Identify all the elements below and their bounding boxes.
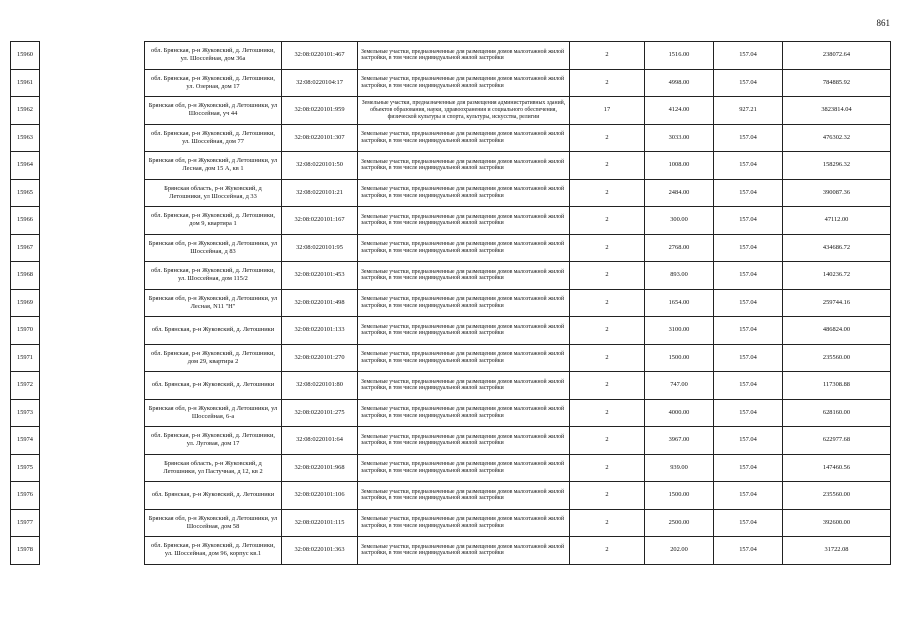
- spacer-cell: [40, 152, 145, 180]
- cadastral-number-cell: 32:08:0220101:453: [282, 262, 358, 290]
- table-row: [11, 537, 891, 565]
- land-use-cell: Земельные участки, предназначенные для размещения домов малоэтажной жилой застройки, в том числе индивидуальной жилой застройки: [358, 207, 570, 235]
- use-group-cell: 2: [570, 289, 645, 317]
- specific-value-cell: 157.04: [714, 124, 783, 152]
- specific-value-cell: 157.04: [714, 427, 783, 455]
- area-cell: 4124.00: [645, 97, 714, 125]
- cadastral-value-cell: 147460.56: [783, 454, 891, 482]
- area-cell: 300.00: [645, 207, 714, 235]
- specific-value-cell: 157.04: [714, 344, 783, 372]
- cadastral-value-cell: 622977.68: [783, 427, 891, 455]
- spacer-cell: [40, 234, 145, 262]
- cadastral-number-cell: 32:08:0220101:64: [282, 427, 358, 455]
- use-group-cell: 2: [570, 152, 645, 180]
- area-cell: 2768.00: [645, 234, 714, 262]
- table-row: [11, 509, 891, 537]
- cadastral-number-cell: 32:08:0220101:21: [282, 179, 358, 207]
- address-cell: Брянская область, р-н Жуковский, д Летошники, ул Пастучная, д 12, кв 2: [145, 454, 282, 482]
- table-row: [11, 179, 891, 207]
- land-use-cell: Земельные участки, предназначенные для размещения административных зданий, объектов образования, науки, здравоохранения и социального обеспечения, физической культуры и спорта, культуры, искусства, религии: [358, 97, 570, 125]
- record-number-cell: 15961: [11, 69, 40, 97]
- specific-value-cell: 157.04: [714, 262, 783, 290]
- cadastral-number-cell: 32:08:0220101:968: [282, 454, 358, 482]
- use-group-cell: 2: [570, 207, 645, 235]
- specific-value-cell: 157.04: [714, 69, 783, 97]
- cadastral-number-cell: 32:08:0220101:80: [282, 372, 358, 400]
- cadastral-value-cell: 117308.88: [783, 372, 891, 400]
- cadastral-number-cell: 32:08:0220101:106: [282, 482, 358, 510]
- table-row: [11, 97, 891, 125]
- specific-value-cell: 157.04: [714, 509, 783, 537]
- cadastral-value-cell: 476302.32: [783, 124, 891, 152]
- land-use-cell: Земельные участки, предназначенные для размещения домов малоэтажной жилой застройки, в том числе индивидуальной жилой застройки: [358, 344, 570, 372]
- table-row: [11, 454, 891, 482]
- use-group-cell: 2: [570, 344, 645, 372]
- use-group-cell: 2: [570, 69, 645, 97]
- record-number-cell: 15970: [11, 317, 40, 345]
- specific-value-cell: 157.04: [714, 179, 783, 207]
- cadastral-number-cell: 32:08:0220101:959: [282, 97, 358, 125]
- area-cell: 4000.00: [645, 399, 714, 427]
- table-body: [11, 42, 891, 565]
- spacer-cell: [40, 179, 145, 207]
- record-number-cell: 15960: [11, 42, 40, 70]
- use-group-cell: 2: [570, 482, 645, 510]
- area-cell: 2484.00: [645, 179, 714, 207]
- record-number-cell: 15967: [11, 234, 40, 262]
- spacer-cell: [40, 42, 145, 70]
- cadastral-value-cell: 47112.00: [783, 207, 891, 235]
- record-number-cell: 15972: [11, 372, 40, 400]
- specific-value-cell: 157.04: [714, 317, 783, 345]
- table-row: [11, 42, 891, 70]
- spacer-cell: [40, 69, 145, 97]
- area-cell: 1654.00: [645, 289, 714, 317]
- address-cell: Брянская обл, р-н Жуковский, д Летошники, ул Шоссейная, дом 58: [145, 509, 282, 537]
- cadastral-number-cell: 32:08:0220101:167: [282, 207, 358, 235]
- spacer-cell: [40, 427, 145, 455]
- land-use-cell: Земельные участки, предназначенные для размещения домов малоэтажной жилой застройки, в том числе индивидуальной жилой застройки: [358, 152, 570, 180]
- land-use-cell: Земельные участки, предназначенные для размещения домов малоэтажной жилой застройки, в том числе индивидуальной жилой застройки: [358, 537, 570, 565]
- record-number-cell: 15976: [11, 482, 40, 510]
- cadastral-value-cell: 392600.00: [783, 509, 891, 537]
- spacer-cell: [40, 97, 145, 125]
- cadastral-number-cell: 32:08:0220101:133: [282, 317, 358, 345]
- land-use-cell: Земельные участки, предназначенные для размещения домов малоэтажной жилой застройки, в том числе индивидуальной жилой застройки: [358, 42, 570, 70]
- use-group-cell: 2: [570, 234, 645, 262]
- specific-value-cell: 157.04: [714, 537, 783, 565]
- cadastral-number-cell: 32:08:0220104:17: [282, 69, 358, 97]
- address-cell: обл. Брянская, р-н Жуковский, д. Летошники, ул. Шоссейная, дом 36а: [145, 42, 282, 70]
- address-cell: обл. Брянская, р-н Жуковский, д. Летошники, ул. Шоссейная, дом 96, корпус кв.1: [145, 537, 282, 565]
- land-use-cell: Земельные участки, предназначенные для размещения домов малоэтажной жилой застройки, в том числе индивидуальной жилой застройки: [358, 262, 570, 290]
- address-cell: обл. Брянская, р-н Жуковский, д. Летошники: [145, 372, 282, 400]
- land-use-cell: Земельные участки, предназначенные для размещения домов малоэтажной жилой застройки, в том числе индивидуальной жилой застройки: [358, 482, 570, 510]
- land-use-cell: Земельные участки, предназначенные для размещения домов малоэтажной жилой застройки, в том числе индивидуальной жилой застройки: [358, 234, 570, 262]
- address-cell: обл. Брянская, р-н Жуковский, д. Летошники, ул. Озерная, дом 17: [145, 69, 282, 97]
- spacer-cell: [40, 399, 145, 427]
- address-cell: Брянская обл, р-н Жуковский, д Летошники, ул Шоссейная, 6-а: [145, 399, 282, 427]
- area-cell: 1008.00: [645, 152, 714, 180]
- address-cell: Брянская обл, р-н Жуковский, д Летошники, ул Лесная, дом 15 А, кв 1: [145, 152, 282, 180]
- area-cell: 3967.00: [645, 427, 714, 455]
- specific-value-cell: 157.04: [714, 234, 783, 262]
- cadastral-value-cell: 434686.72: [783, 234, 891, 262]
- cadastral-number-cell: 32:08:0220101:95: [282, 234, 358, 262]
- address-cell: Брянская область, р-н Жуковский, д Летошники, ул Шоссейная, д 33: [145, 179, 282, 207]
- use-group-cell: 2: [570, 454, 645, 482]
- area-cell: 939.00: [645, 454, 714, 482]
- cadastral-value-cell: 628160.00: [783, 399, 891, 427]
- table-row: [11, 372, 891, 400]
- table-row: [11, 234, 891, 262]
- area-cell: 3100.00: [645, 317, 714, 345]
- land-use-cell: Земельные участки, предназначенные для размещения домов малоэтажной жилой застройки, в том числе индивидуальной жилой застройки: [358, 317, 570, 345]
- table-row: [11, 482, 891, 510]
- cadastral-value-cell: 390087.36: [783, 179, 891, 207]
- cadastral-value-cell: 486824.00: [783, 317, 891, 345]
- cadastral-value-cell: 31722.08: [783, 537, 891, 565]
- use-group-cell: 2: [570, 42, 645, 70]
- spacer-cell: [40, 509, 145, 537]
- use-group-cell: 17: [570, 97, 645, 125]
- table-row: [11, 399, 891, 427]
- spacer-cell: [40, 372, 145, 400]
- cadastral-value-cell: 235560.00: [783, 482, 891, 510]
- area-cell: 2500.00: [645, 509, 714, 537]
- address-cell: обл. Брянская, р-н Жуковский, д. Летошники, ул. Шоссейная, дом 77: [145, 124, 282, 152]
- use-group-cell: 2: [570, 179, 645, 207]
- spacer-cell: [40, 124, 145, 152]
- address-cell: обл. Брянская, р-н Жуковский, д. Летошники: [145, 482, 282, 510]
- specific-value-cell: 927.21: [714, 97, 783, 125]
- cadastral-value-cell: 140236.72: [783, 262, 891, 290]
- spacer-cell: [40, 207, 145, 235]
- spacer-cell: [40, 482, 145, 510]
- area-cell: 1500.00: [645, 344, 714, 372]
- record-number-cell: 15977: [11, 509, 40, 537]
- area-cell: 4998.00: [645, 69, 714, 97]
- cadastral-number-cell: 32:08:0220101:275: [282, 399, 358, 427]
- record-number-cell: 15975: [11, 454, 40, 482]
- address-cell: обл. Брянская, р-н Жуковский, д. Летошники, ул. Шоссейная, дом 115/2: [145, 262, 282, 290]
- cadastral-number-cell: 32:08:0220101:307: [282, 124, 358, 152]
- land-use-cell: Земельные участки, предназначенные для размещения домов малоэтажной жилой застройки, в том числе индивидуальной жилой застройки: [358, 399, 570, 427]
- cadastral-value-cell: 158296.32: [783, 152, 891, 180]
- use-group-cell: 2: [570, 399, 645, 427]
- specific-value-cell: 157.04: [714, 207, 783, 235]
- land-use-cell: Земельные участки, предназначенные для размещения домов малоэтажной жилой застройки, в том числе индивидуальной жилой застройки: [358, 124, 570, 152]
- record-number-cell: 15962: [11, 97, 40, 125]
- record-number-cell: 15974: [11, 427, 40, 455]
- record-number-cell: 15966: [11, 207, 40, 235]
- record-number-cell: 15965: [11, 179, 40, 207]
- specific-value-cell: 157.04: [714, 152, 783, 180]
- land-use-cell: Земельные участки, предназначенные для размещения домов малоэтажной жилой застройки, в том числе индивидуальной жилой застройки: [358, 289, 570, 317]
- use-group-cell: 2: [570, 372, 645, 400]
- table-row: [11, 344, 891, 372]
- cadastral-value-cell: 3823814.04: [783, 97, 891, 125]
- land-use-cell: Земельные участки, предназначенные для размещения домов малоэтажной жилой застройки, в том числе индивидуальной жилой застройки: [358, 427, 570, 455]
- page-number: 861: [876, 18, 890, 28]
- address-cell: обл. Брянская, р-н Жуковский, д. Летошники, ул. Луговая, дом 17: [145, 427, 282, 455]
- area-cell: 893.00: [645, 262, 714, 290]
- use-group-cell: 2: [570, 537, 645, 565]
- use-group-cell: 2: [570, 317, 645, 345]
- cadastral-value-table: [10, 41, 891, 565]
- cadastral-value-cell: 235560.00: [783, 344, 891, 372]
- land-use-cell: Земельные участки, предназначенные для размещения домов малоэтажной жилой застройки, в том числе индивидуальной жилой застройки: [358, 454, 570, 482]
- spacer-cell: [40, 344, 145, 372]
- use-group-cell: 2: [570, 427, 645, 455]
- spacer-cell: [40, 537, 145, 565]
- table-row: [11, 207, 891, 235]
- record-number-cell: 15964: [11, 152, 40, 180]
- address-cell: Брянская обл, р-н Жуковский, д Летошники, ул Шоссейная, д 83: [145, 234, 282, 262]
- table-row: [11, 427, 891, 455]
- table-row: [11, 124, 891, 152]
- table-row: [11, 262, 891, 290]
- cadastral-number-cell: 32:08:0220101:363: [282, 537, 358, 565]
- specific-value-cell: 157.04: [714, 454, 783, 482]
- cadastral-number-cell: 32:08:0220101:498: [282, 289, 358, 317]
- land-use-cell: Земельные участки, предназначенные для размещения домов малоэтажной жилой застройки, в том числе индивидуальной жилой застройки: [358, 372, 570, 400]
- cadastral-number-cell: 32:08:0220101:467: [282, 42, 358, 70]
- record-number-cell: 15968: [11, 262, 40, 290]
- specific-value-cell: 157.04: [714, 42, 783, 70]
- specific-value-cell: 157.04: [714, 372, 783, 400]
- address-cell: Брянская обл, р-н Жуковский, д Летошники, ул Шоссейная, уч 44: [145, 97, 282, 125]
- record-number-cell: 15969: [11, 289, 40, 317]
- cadastral-value-cell: 784885.92: [783, 69, 891, 97]
- record-number-cell: 15963: [11, 124, 40, 152]
- area-cell: 1516.00: [645, 42, 714, 70]
- use-group-cell: 2: [570, 509, 645, 537]
- spacer-cell: [40, 262, 145, 290]
- use-group-cell: 2: [570, 262, 645, 290]
- address-cell: обл. Брянская, р-н Жуковский, д. Летошники, дом 29, квартира 2: [145, 344, 282, 372]
- cadastral-number-cell: 32:08:0220101:50: [282, 152, 358, 180]
- spacer-cell: [40, 454, 145, 482]
- table-row: [11, 317, 891, 345]
- specific-value-cell: 157.04: [714, 482, 783, 510]
- cadastral-value-cell: 238072.64: [783, 42, 891, 70]
- table-row: [11, 289, 891, 317]
- record-number-cell: 15971: [11, 344, 40, 372]
- use-group-cell: 2: [570, 124, 645, 152]
- table-row: [11, 152, 891, 180]
- cadastral-number-cell: 32:08:0220101:115: [282, 509, 358, 537]
- area-cell: 747.00: [645, 372, 714, 400]
- address-cell: обл. Брянская, р-н Жуковский, д. Летошники: [145, 317, 282, 345]
- cadastral-number-cell: 32:08:0220101:270: [282, 344, 358, 372]
- specific-value-cell: 157.04: [714, 399, 783, 427]
- spacer-cell: [40, 317, 145, 345]
- land-use-cell: Земельные участки, предназначенные для размещения домов малоэтажной жилой застройки, в том числе индивидуальной жилой застройки: [358, 509, 570, 537]
- specific-value-cell: 157.04: [714, 289, 783, 317]
- area-cell: 1500.00: [645, 482, 714, 510]
- land-use-cell: Земельные участки, предназначенные для размещения домов малоэтажной жилой застройки, в том числе индивидуальной жилой застройки: [358, 69, 570, 97]
- address-cell: обл. Брянская, р-н Жуковский, д. Летошники, дом 9, квартира 1: [145, 207, 282, 235]
- address-cell: Брянская обл, р-н Жуковский, д Летошники, ул Лесная, N11 "Н": [145, 289, 282, 317]
- area-cell: 202.00: [645, 537, 714, 565]
- record-number-cell: 15973: [11, 399, 40, 427]
- record-number-cell: 15978: [11, 537, 40, 565]
- spacer-cell: [40, 289, 145, 317]
- table-row: [11, 69, 891, 97]
- area-cell: 3033.00: [645, 124, 714, 152]
- cadastral-value-cell: 259744.16: [783, 289, 891, 317]
- land-use-cell: Земельные участки, предназначенные для размещения домов малоэтажной жилой застройки, в том числе индивидуальной жилой застройки: [358, 179, 570, 207]
